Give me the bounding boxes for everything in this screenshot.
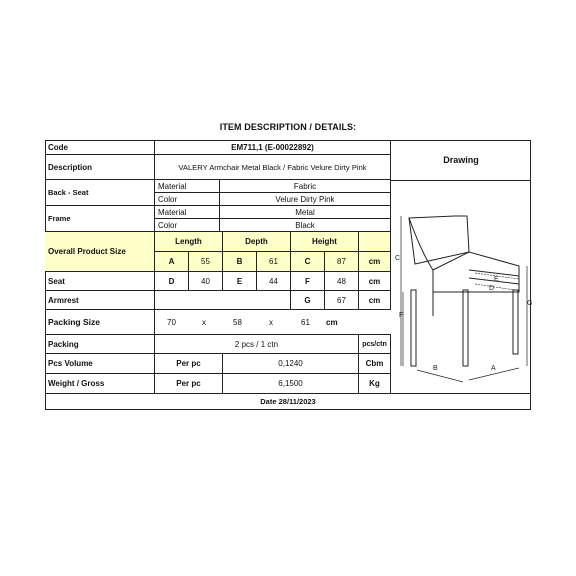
c-value: 87 [325, 252, 359, 272]
chair-leg-back-right [513, 290, 518, 354]
depth-header: Depth [223, 232, 291, 252]
packing-length: 70 [167, 317, 176, 327]
document-date: Date 28/11/2023 [45, 394, 531, 410]
e-value: 44 [257, 272, 291, 291]
chair-leg-front-left [411, 290, 416, 366]
g-value: 67 [325, 291, 359, 310]
dim-label-b: B [433, 365, 438, 372]
packing-label: Packing [45, 335, 155, 354]
f-label: F [291, 272, 325, 291]
a-label: A [155, 252, 189, 272]
frame-material: Metal [220, 206, 391, 219]
code-value: EM711,1 (E-00022892) [155, 140, 391, 155]
dim-line-b [417, 370, 463, 382]
drawing-header: Drawing [443, 155, 479, 165]
back-seat-color: Velure Dirty Pink [220, 193, 391, 206]
length-header: Length [155, 232, 223, 252]
back-seat-material: Fabric [220, 180, 391, 193]
b-label: B [223, 252, 257, 272]
back-seat-color-label: Color [155, 193, 220, 206]
f-value: 48 [325, 272, 359, 291]
packing-size-unit: cm [326, 317, 338, 327]
frame-material-label: Material [155, 206, 220, 219]
dim-label-a: A [491, 365, 496, 372]
frame-label: Frame [45, 206, 155, 232]
packing-width: 58 [233, 317, 242, 327]
armrest-unit: cm [359, 291, 391, 310]
chair-seat [433, 252, 519, 292]
seat-unit: cm [359, 272, 391, 291]
spec-table [45, 140, 391, 410]
dim-label-c: C [395, 255, 401, 262]
chair-leg-front-right [463, 290, 468, 366]
b-value: 61 [257, 252, 291, 272]
pcs-volume-unit: Cbm [359, 354, 391, 374]
chair-dimension-drawing [391, 180, 531, 394]
packing-value: 2 pcs / 1 ctn [155, 335, 359, 354]
frame-color-label: Color [155, 219, 220, 232]
back-seat-material-label: Material [155, 180, 220, 193]
e-label: E [223, 272, 257, 291]
armrest-label: Armrest [45, 291, 155, 310]
document-title: ITEM DESCRIPTION / DETAILS: [219, 122, 357, 132]
height-header: Height [291, 232, 359, 252]
pcs-volume-label: Pcs Volume [45, 354, 155, 374]
pcs-volume-per: Per pc [155, 354, 223, 374]
weight-value: 6,1500 [223, 374, 359, 394]
packing-size-label: Packing Size [45, 310, 155, 335]
weight-per: Per pc [155, 374, 223, 394]
packing-x2: x [269, 317, 273, 327]
pcs-volume-value: 0,1240 [223, 354, 359, 374]
dim-label-f: F [399, 312, 404, 319]
packing-x1: x [202, 317, 206, 327]
description-value: VALERY Armchair Metal Black / Fabric Velure Dirty Pink [155, 155, 391, 180]
overall-size-label: Overall Product Size [45, 232, 155, 272]
packing-unit: pcs/ctn [359, 335, 391, 354]
packing-height: 61 [301, 317, 310, 327]
c-label: C [291, 252, 325, 272]
dim-label-e: E [494, 276, 499, 283]
d-label: D [155, 272, 189, 291]
frame-color: Black [220, 219, 391, 232]
weight-unit: Kg [359, 374, 391, 394]
back-seat-label: Back - Seat [45, 180, 155, 206]
seat-label: Seat [45, 272, 155, 291]
armrest-blank [155, 291, 291, 310]
overall-unit: cm [359, 252, 391, 272]
a-value: 55 [189, 252, 223, 272]
dim-line-d [475, 284, 515, 290]
g-label: G [291, 291, 325, 310]
code-label: Code [45, 140, 155, 155]
d-value: 40 [189, 272, 223, 291]
weight-label: Weight / Gross [45, 374, 155, 394]
description-label: Description [45, 155, 155, 180]
packing-size-values [155, 310, 391, 335]
dim-label-d: D [489, 285, 495, 292]
dim-label-g: G [527, 300, 533, 307]
overall-header-blank [359, 232, 391, 252]
